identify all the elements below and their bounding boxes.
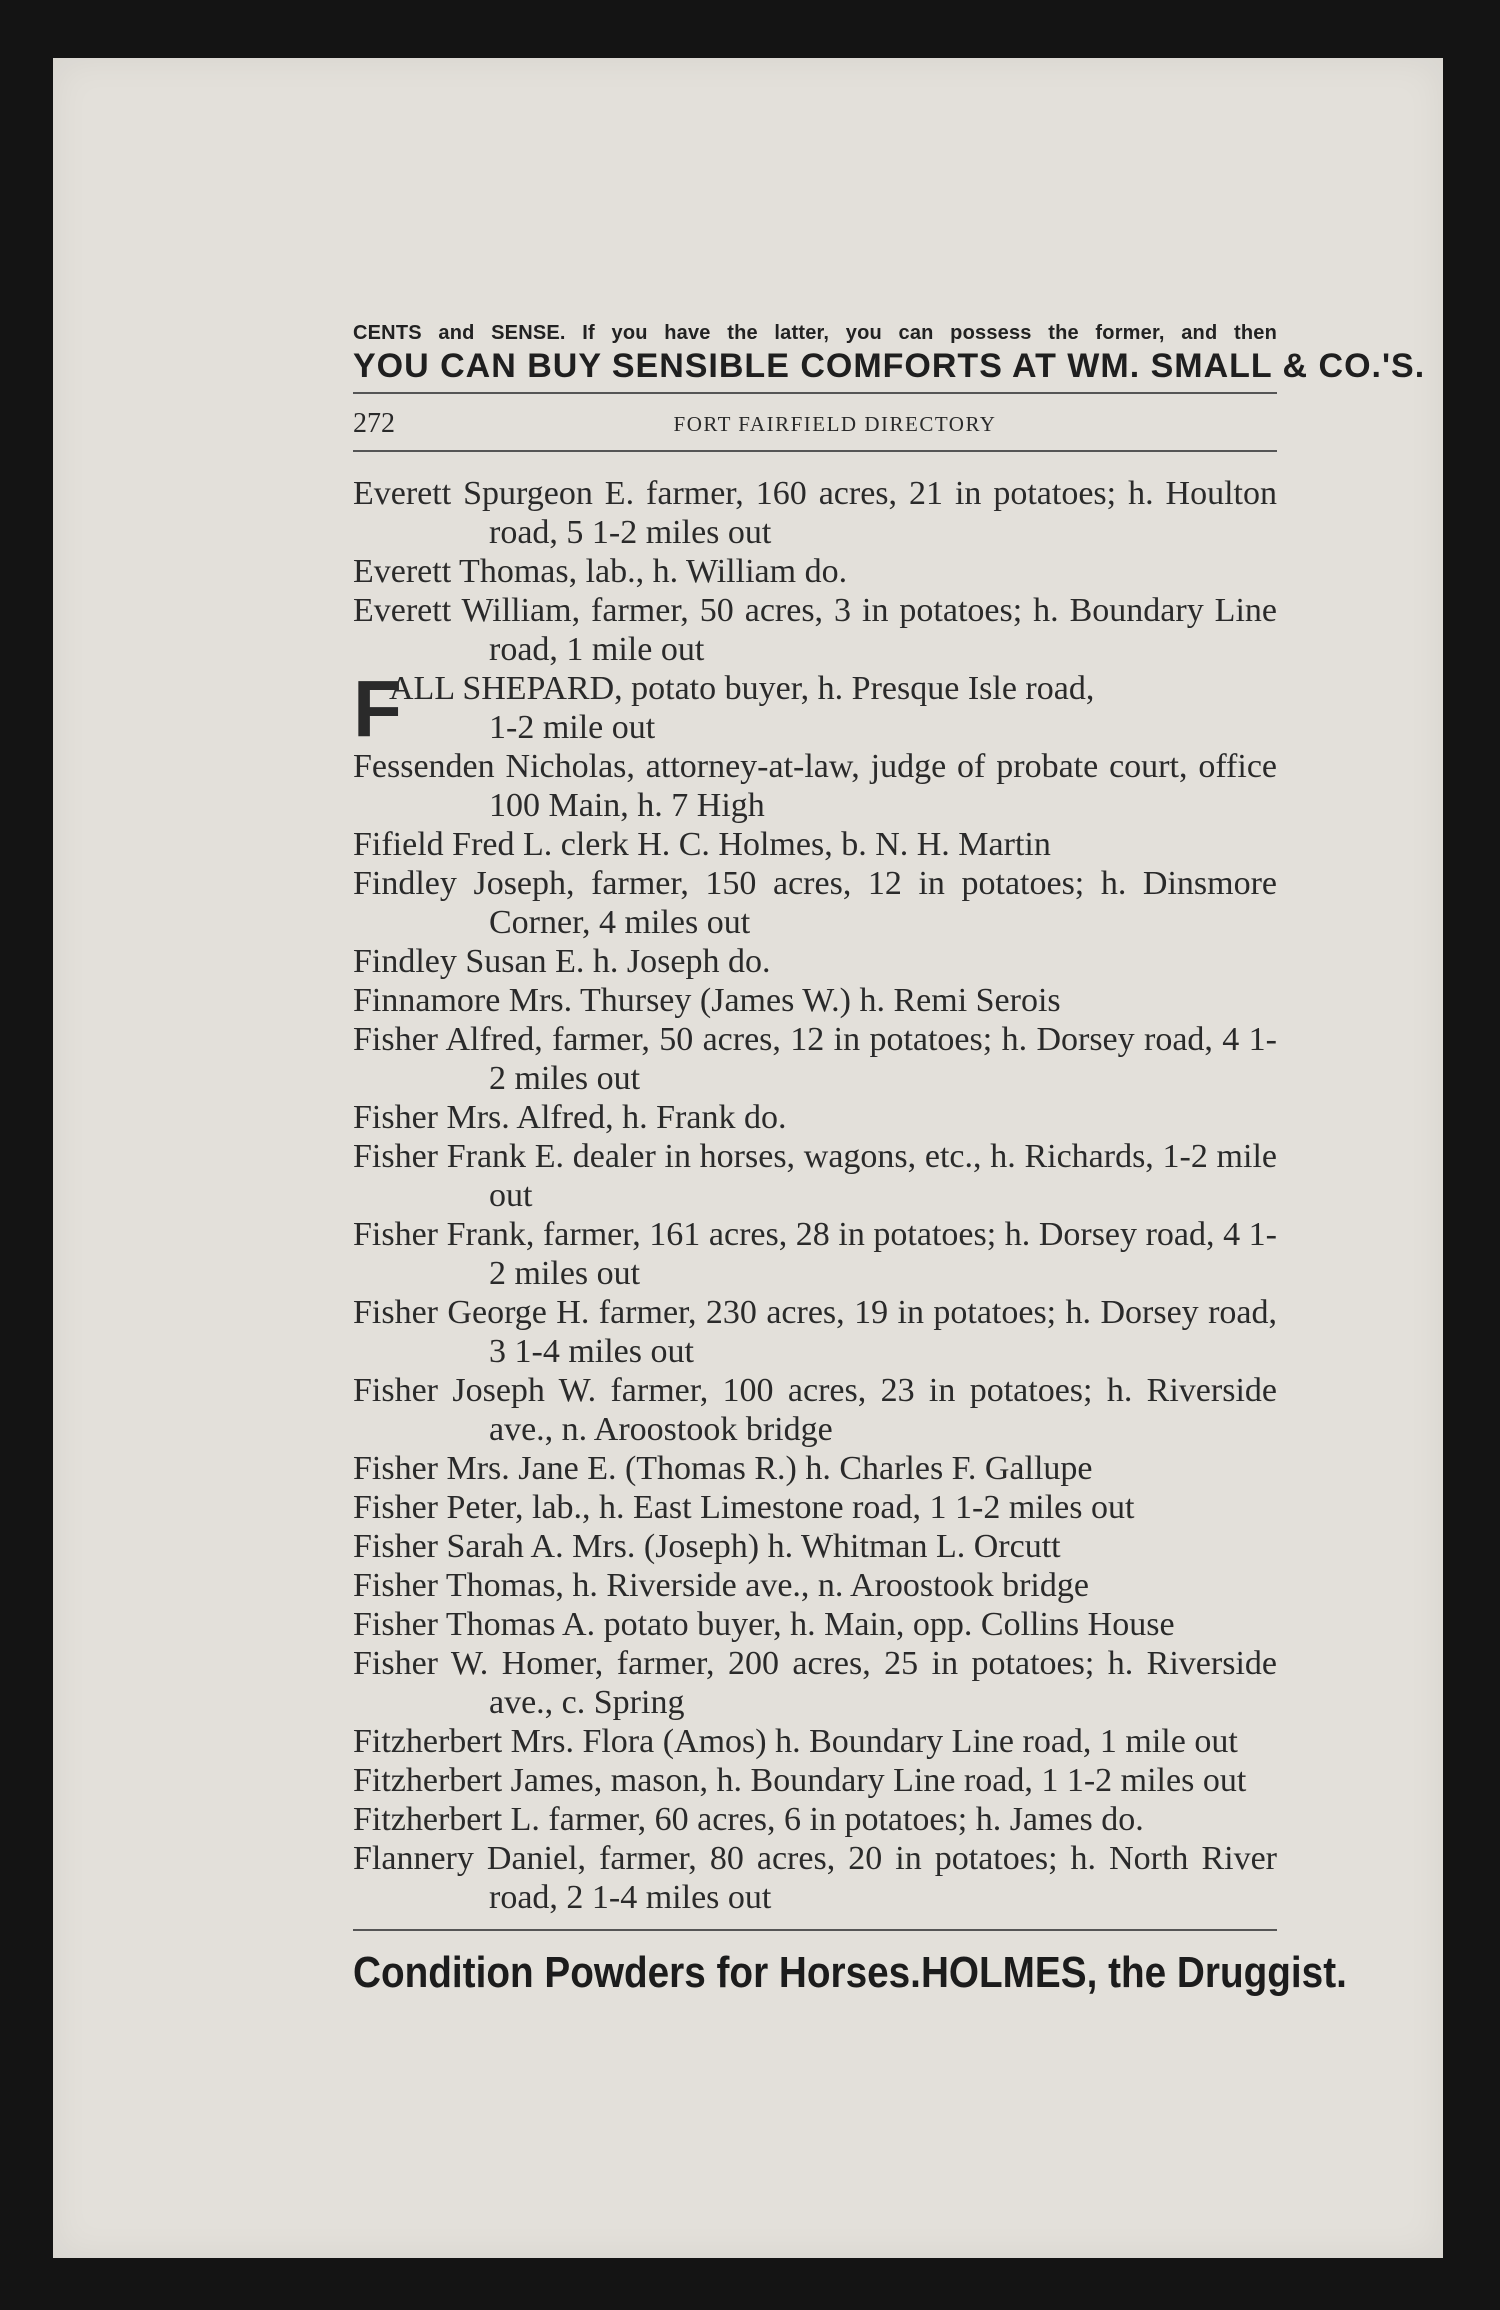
directory-entry: Fisher Joseph W. farmer, 100 acres, 23 in potatoes; h. Riverside ave., n. Aroostook bridge [353, 1372, 1277, 1448]
bottom-advertisement-right: HOLMES, the Druggist. [920, 1948, 1347, 1997]
footer-rule [353, 1929, 1277, 1931]
running-title: FORT FAIRFIELD DIRECTORY [673, 412, 997, 436]
directory-entries [353, 474, 1277, 1917]
directory-entry: Fitzherbert L. farmer, 60 acres, 6 in potatoes; h. James do. [353, 1801, 1144, 1838]
drop-cap-letter: F [353, 664, 402, 753]
directory-entry: Everett Spurgeon E. farmer, 160 acres, 21 in potatoes; h. Houlton road, 5 1-2 miles out [353, 475, 1277, 551]
bottom-advertisement-left: Condition Powders for Horses. [353, 1948, 921, 1997]
directory-entry: Fisher Peter, lab., h. East Limestone road, 1 1-2 miles out [353, 1489, 1135, 1526]
top-advertisement-line1: CENTS and SENSE. If you have the latter, you can possess the former, and then [353, 322, 1277, 344]
top-advertisement-line2: YOU CAN BUY SENSIBLE COMFORTS AT WM. SMALL & CO.'S. [353, 347, 1426, 385]
page-number: 272 [353, 408, 395, 439]
bottom-advertisement [353, 1947, 1347, 1999]
directory-entry: Fisher Sarah A. Mrs. (Joseph) h. Whitman L. Orcutt [353, 1528, 1061, 1565]
directory-entry: Fisher Alfred, farmer, 50 acres, 12 in potatoes; h. Dorsey road, 4 1-2 miles out [353, 1021, 1277, 1097]
directory-entry-dropcap [353, 664, 1277, 753]
running-head [353, 394, 1277, 450]
directory-entry: Fisher Frank, farmer, 161 acres, 28 in potatoes; h. Dorsey road, 4 1-2 miles out [353, 1216, 1277, 1292]
directory-entry: Findley Joseph, farmer, 150 acres, 12 in potatoes; h. Dinsmore Corner, 4 miles out [353, 865, 1277, 941]
directory-entry: Fifield Fred L. clerk H. C. Holmes, b. N. H. Martin [353, 826, 1051, 863]
dropcap-line-1: ALL SHEPARD, potato buyer, h. Presque Isle road, [389, 670, 1095, 707]
directory-entry: Everett William, farmer, 50 acres, 3 in potatoes; h. Boundary Line road, 1 mile out [353, 592, 1277, 668]
directory-entry: Findley Susan E. h. Joseph do. [353, 943, 771, 980]
directory-entry: Everett Thomas, lab., h. William do. [353, 553, 848, 590]
directory-entry: Fisher Thomas, h. Riverside ave., n. Aroostook bridge [353, 1567, 1089, 1604]
directory-entry: Fisher Mrs. Jane E. (Thomas R.) h. Charles F. Gallupe [353, 1450, 1093, 1487]
directory-entry: Fessenden Nicholas, attorney-at-law, judge of probate court, office 100 Main, h. 7 High [353, 748, 1277, 824]
directory-entry: Fitzherbert Mrs. Flora (Amos) h. Boundary Line road, 1 mile out [353, 1723, 1238, 1760]
directory-entry: Fisher Mrs. Alfred, h. Frank do. [353, 1099, 787, 1136]
directory-entry: Fisher Thomas A. potato buyer, h. Main, opp. Collins House [353, 1606, 1175, 1643]
directory-page [53, 58, 1443, 2258]
directory-entry: Fisher W. Homer, farmer, 200 acres, 25 in potatoes; h. Riverside ave., c. Spring [353, 1645, 1277, 1721]
directory-entry: Fitzherbert James, mason, h. Boundary Line road, 1 1-2 miles out [353, 1762, 1247, 1799]
directory-entry: Finnamore Mrs. Thursey (James W.) h. Remi Serois [353, 982, 1061, 1019]
directory-entry: Flannery Daniel, farmer, 80 acres, 20 in potatoes; h. North River road, 2 1-4 miles out [353, 1840, 1277, 1916]
page-content [353, 320, 1426, 1999]
directory-entry: Fisher George H. farmer, 230 acres, 19 in potatoes; h. Dorsey road, 3 1-4 miles out [353, 1294, 1277, 1370]
dropcap-line-2: 1-2 mile out [489, 709, 656, 746]
directory-entry: Fisher Frank E. dealer in horses, wagons, etc., h. Richards, 1-2 mile out [353, 1138, 1277, 1214]
